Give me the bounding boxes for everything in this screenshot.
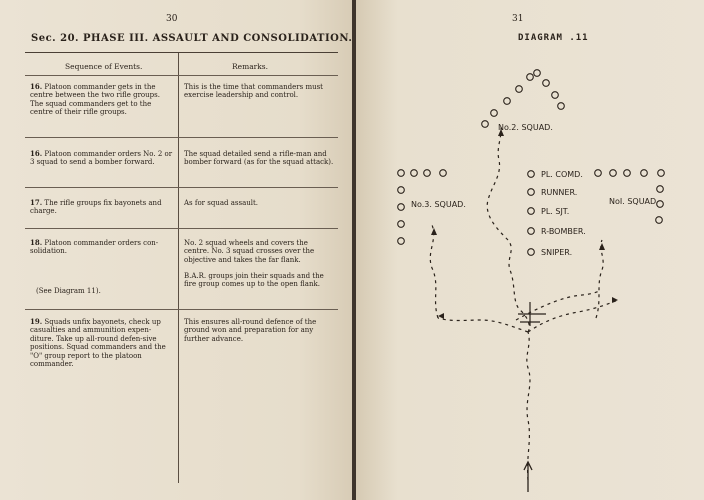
platoon-hq-men: [528, 171, 535, 256]
page-number: 30: [166, 14, 178, 24]
table-row-event: 16. Platoon commander gets in the centre between the two rifle groups. The squad commanders get to the centre of their rifle groups.: [30, 82, 160, 117]
hq-label-pl-comd: PL. COMD.: [541, 170, 583, 179]
events-table: [25, 52, 338, 483]
hq-label-sniper: SNIPER.: [541, 248, 573, 257]
table-row-event: 18. Platoon commander orders con-solidation.: [30, 238, 159, 256]
page-number: 31: [512, 14, 524, 24]
start-arrow-icon: [524, 462, 532, 492]
table-row-remark: The squad detailed send a rifle-man and bomber forward (as for the squad attack).: [184, 150, 334, 167]
no1-squad-label: NoI. SQUAD: [609, 197, 657, 206]
no3-squad-label: No.3. SQUAD.: [411, 200, 466, 209]
section-title: Sec. 20. PHASE III. ASSAULT AND CONSOLIDATION.: [31, 33, 353, 44]
table-row-remark: As for squad assault.: [184, 199, 259, 207]
row-divider: [25, 137, 338, 138]
hq-label-r-bomber: R-BOMBER.: [541, 227, 586, 236]
right-page: [356, 0, 704, 500]
no2-squad-label: No.2. SQUAD.: [498, 123, 553, 132]
table-row-remark: No. 2 squad wheels and covers the centre. No. 3 squad crosses over the objective and takes the far flank.: [184, 239, 315, 264]
objective-marker: [518, 302, 546, 326]
hq-label-runner: RUNNER.: [541, 188, 578, 197]
header-divider: [25, 75, 338, 76]
row-divider: [25, 228, 338, 229]
hq-label-pl-sjt: PL. SJT.: [541, 207, 570, 216]
platoon-diagram: [356, 0, 704, 500]
table-row-remark: This is the time that commanders must exercise leadership and control.: [184, 83, 323, 100]
table-row-event: 16. Platoon commander orders No. 2 or 3 squad to send a bomber forward.: [30, 149, 173, 167]
diagram-title: DIAGRAM .11: [518, 33, 589, 43]
row-divider: [25, 187, 338, 188]
path-arrowheads: [431, 129, 618, 319]
table-row-remark: This ensures all-round defence of the ground won and preparation for any further advance.: [184, 318, 317, 343]
row-divider: [25, 309, 338, 310]
column-divider: [178, 53, 179, 483]
table-row-event: 19. Squads unfix bayonets, check up casualties and ammunition expen-diture. Take up all-round defen-sive positions. Squad commanders and the "O" group report to the platoon commander.: [30, 317, 166, 369]
no2-squad-men: [482, 70, 565, 128]
table-row-remark-continued: B.A.R. groups join their squads and the fire group comes up to the open flank.: [184, 272, 324, 289]
table-row-event: 17. The rifle groups fix bayonets and charge.: [30, 198, 162, 216]
movement-paths: [430, 126, 618, 480]
events-column-header: Sequence of Events.: [65, 62, 143, 71]
diagram-reference: (See Diagram 11).: [36, 287, 101, 295]
remarks-column-header: Remarks.: [232, 62, 269, 71]
